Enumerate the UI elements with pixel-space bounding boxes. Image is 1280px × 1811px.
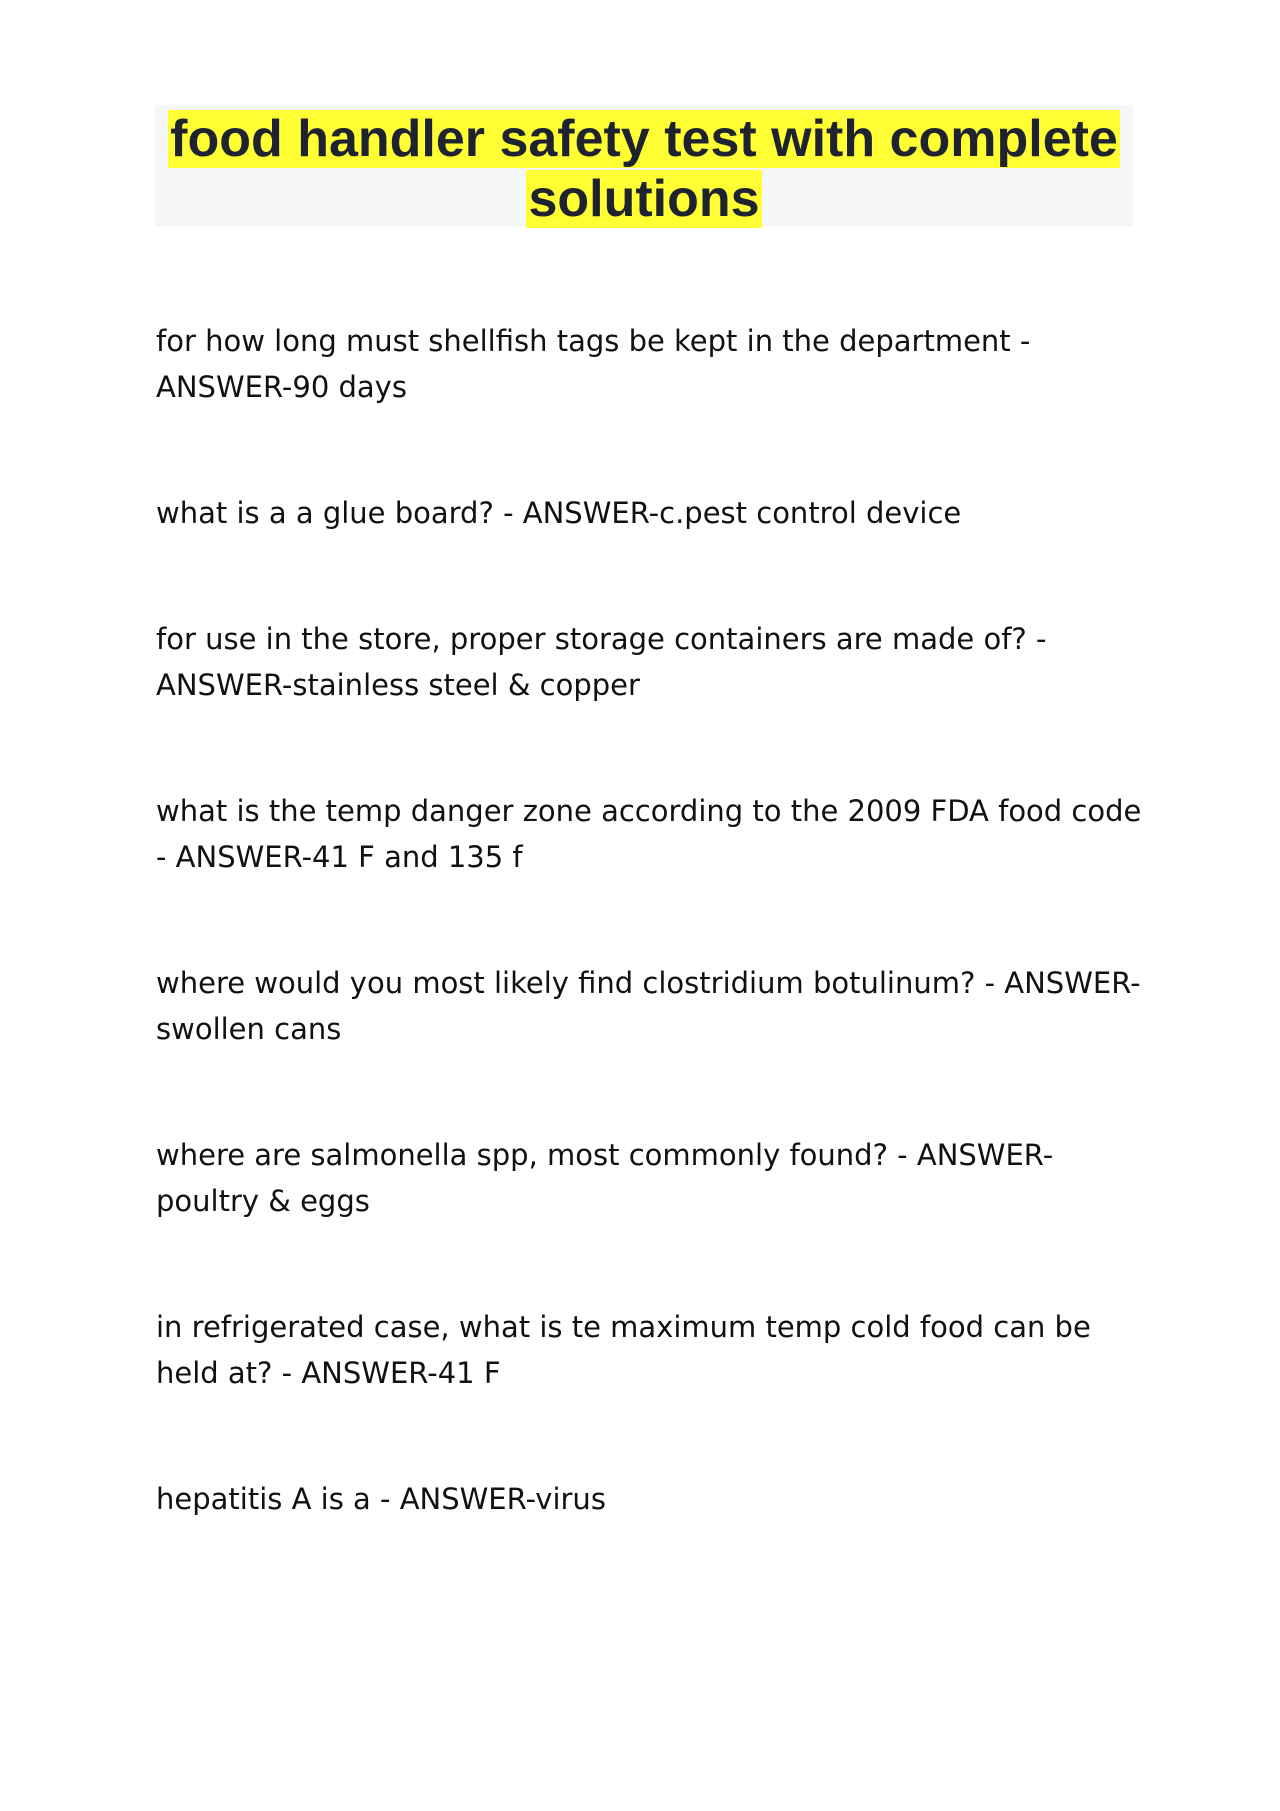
qa-item: where are salmonella spp, most commonly found? - ANSWER-poultry & eggs [156, 1138, 1054, 1218]
title-banner [155, 105, 1133, 226]
qa-list [156, 318, 1142, 1602]
title-highlight: food handler safety test with complete solutions [170, 110, 1118, 228]
qa-item: for use in the store, proper storage containers are made of? - ANSWER-stainless steel & copper [156, 622, 1047, 702]
page-title [155, 109, 1133, 229]
qa-item: where would you most likely find clostridium botulinum? - ANSWER-swollen cans [156, 966, 1141, 1046]
qa-item: for how long must shellfish tags be kept in the department - ANSWER-90 days [156, 324, 1031, 404]
qa-item: what is a a glue board? - ANSWER-c.pest control device [156, 496, 962, 530]
qa-item: what is the temp danger zone according to the 2009 FDA food code - ANSWER-41 F and 135 f [156, 794, 1142, 874]
qa-item: in refrigerated case, what is te maximum temp cold food can be held at? - ANSWER-41 F [156, 1310, 1091, 1390]
qa-item: hepatitis A is a - ANSWER-virus [156, 1482, 606, 1516]
